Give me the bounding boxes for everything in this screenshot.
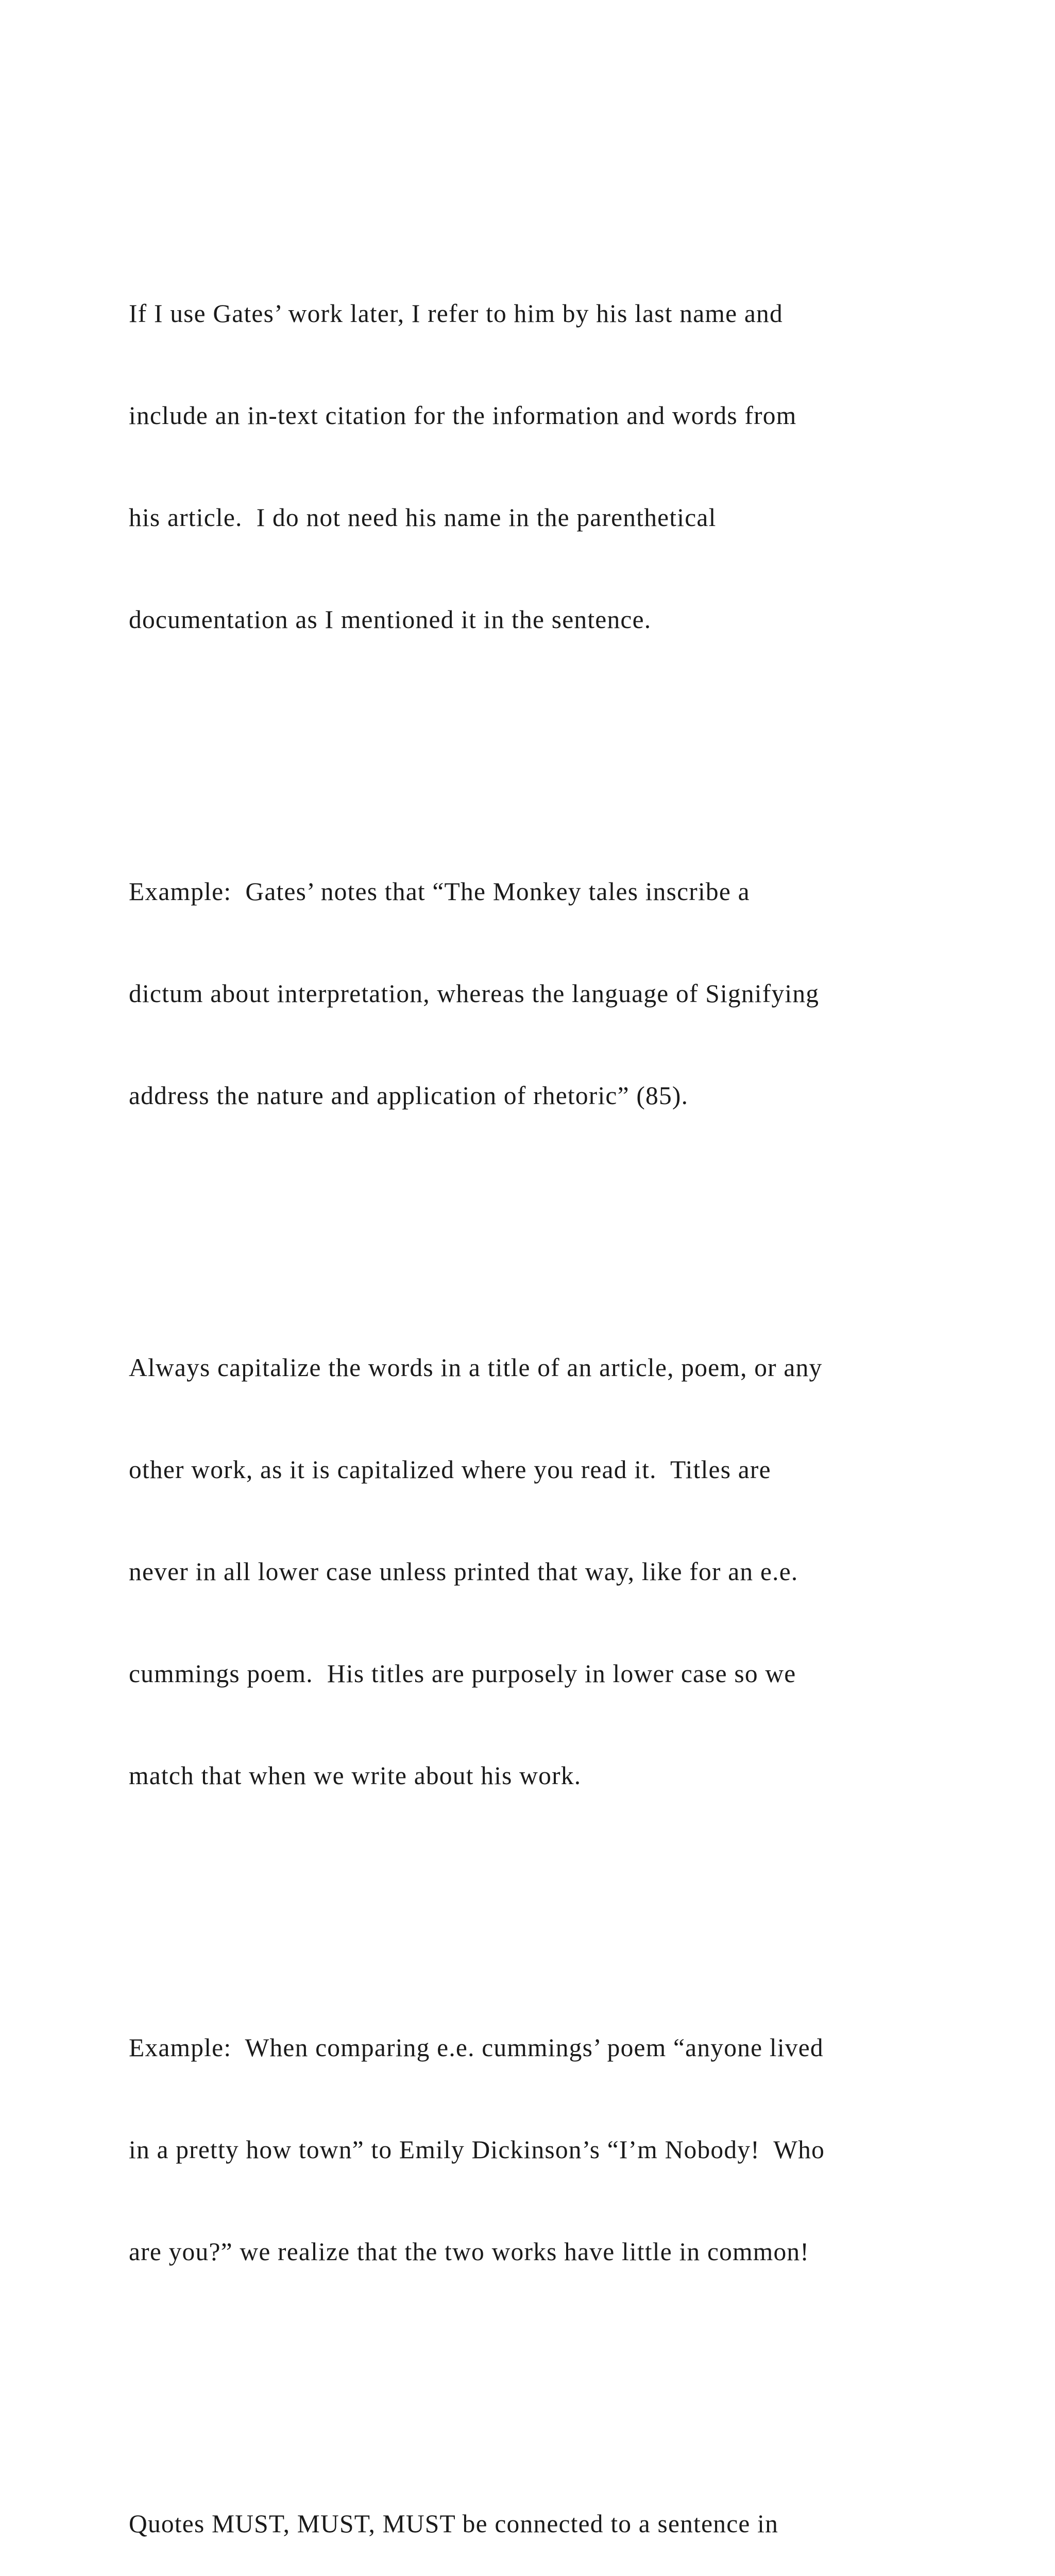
paragraph-2-line-1: Example: Gates’ notes that “The Monkey tales inscribe a <box>129 877 750 906</box>
paragraph-1-line-4: documentation as I mentioned it in the sentence. <box>129 605 652 634</box>
paragraph-3-line-5: match that when we write about his work. <box>129 1761 582 1790</box>
paragraph-3-line-2: other work, as it is capitalized where you read it. Titles are <box>129 1455 771 1484</box>
paragraph-gap <box>129 705 984 739</box>
paragraph-gap <box>129 2337 984 2371</box>
paragraph-gap <box>129 1861 984 1895</box>
document-body <box>129 161 984 2576</box>
paragraph-3-line-1: Always capitalize the words in a title of an article, poem, or any <box>129 1353 823 1382</box>
paragraph-1-line-1: If I use Gates’ work later, I refer to him by his last name and <box>129 299 783 328</box>
paragraph-3-line-4: cummings poem. His titles are purposely in lower case so we <box>129 1659 796 1688</box>
paragraph-2-line-3: address the nature and application of rhetoric” (85). <box>129 1081 689 1110</box>
paragraph-1-line-3: his article. I do not need his name in the parenthetical <box>129 503 717 532</box>
paragraph-2-line-2: dictum about interpretation, whereas the language of Signifying <box>129 979 820 1008</box>
paragraph-4-line-2: in a pretty how town” to Emily Dickinson’s “I’m Nobody! Who <box>129 2136 825 2164</box>
paragraph-1-line-2: include an in-text citation for the information and words from <box>129 401 797 430</box>
paragraph-5-line-1: Quotes MUST, MUST, MUST be connected to a sentence in <box>129 2510 779 2538</box>
paragraph-4-line-1: Example: When comparing e.e. cummings’ poem “anyone lived <box>129 2033 824 2062</box>
paragraph-3-line-3: never in all lower case unless printed that way, like for an e.e. <box>129 1557 798 1586</box>
paragraph-gap <box>129 1181 984 1215</box>
paragraph-4-line-3: are you?” we realize that the two works have little in common! <box>129 2238 810 2266</box>
